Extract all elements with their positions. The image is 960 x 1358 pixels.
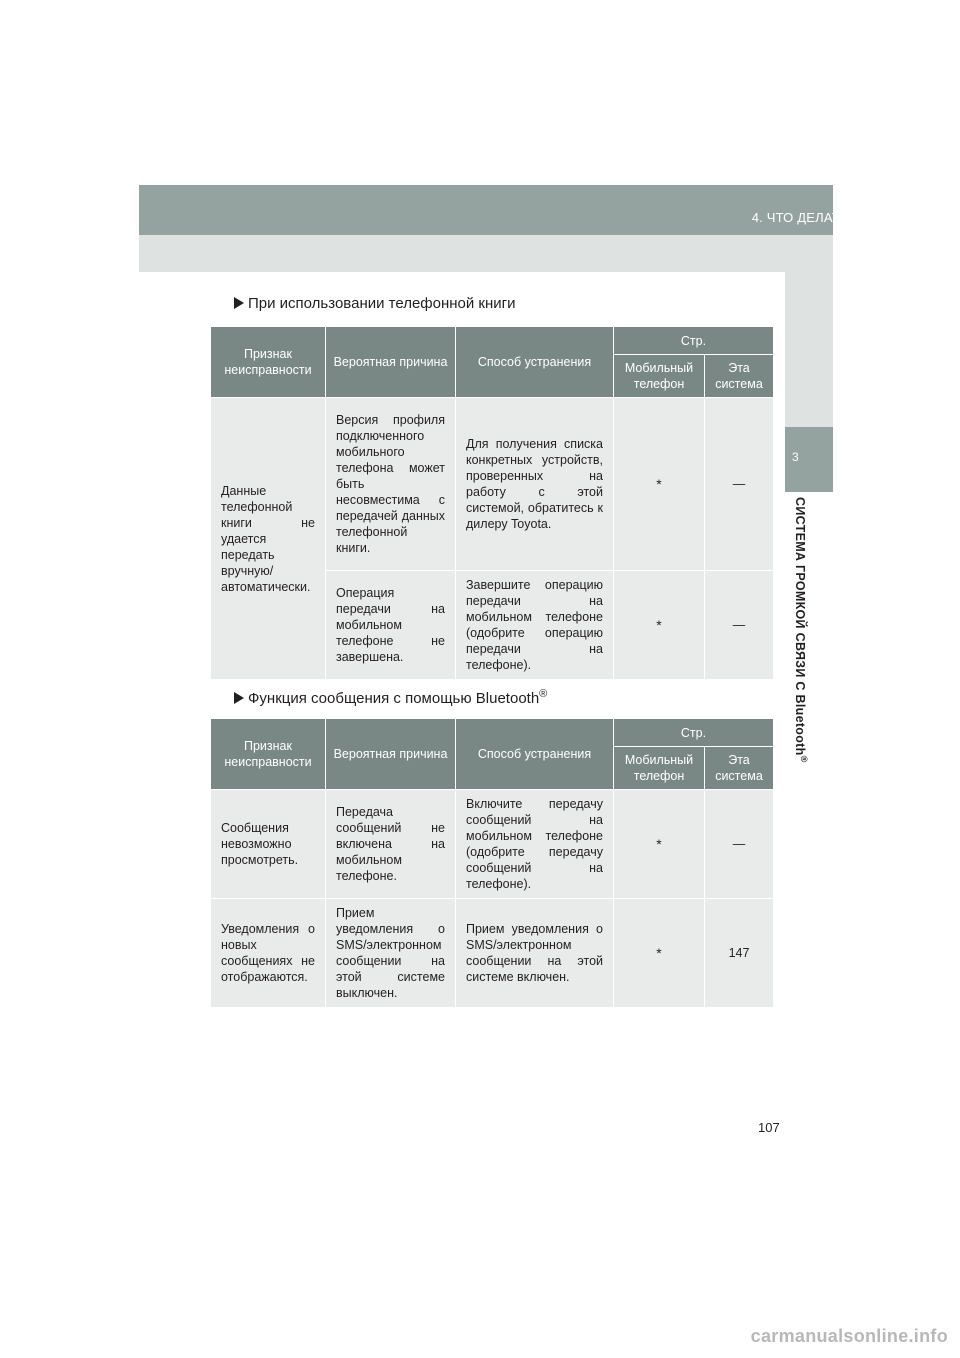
dash: —	[732, 477, 746, 491]
system-page-cell	[705, 899, 774, 1008]
mobile-page-cell	[614, 571, 705, 680]
header-bar	[139, 185, 833, 235]
header-this-system: Эта система	[705, 355, 774, 398]
system-page-cell	[705, 571, 774, 680]
header-solution: Способ устранения	[456, 719, 614, 790]
registered-mark: ®	[799, 755, 809, 763]
section-title: 4. ЧТО ДЕЛАТЬ, ЕСЛИ...	[751, 210, 904, 225]
header-page: Стр.	[614, 327, 774, 355]
cause-cell: Операция передачи на мобильном телефоне не завершена.	[326, 571, 456, 680]
page-ref: 147	[728, 946, 750, 960]
section-heading-text: Функция сообщения с помощью Bluetooth	[248, 690, 540, 707]
triangle-bullet-icon	[234, 297, 244, 309]
symptom-cell: Сообщения невозможно просмотреть.	[211, 790, 326, 899]
watermark: carmanualsonline.info	[750, 1326, 948, 1346]
side-strip	[785, 272, 833, 427]
solution-cell: Завершите операцию передачи на мобильном телефоне (одобрите операцию передачи на телефоне).	[456, 571, 614, 680]
header-mobile-phone: Мобильный телефон	[614, 355, 705, 398]
asterisk: *	[656, 944, 662, 961]
header-symptom: Признак неисправности	[211, 327, 326, 398]
page-number: 107	[758, 1120, 780, 1135]
table-row	[211, 398, 774, 571]
header-page: Стр.	[614, 719, 774, 747]
solution-cell: Для получения списка конкретных устройств, проверенных на работу с этой системой, обратитесь к дилеру Toyota.	[456, 398, 614, 571]
header-cause: Вероятная причина	[326, 327, 456, 398]
mobile-page-cell	[614, 790, 705, 899]
cause-cell: Версия профиля подключенного мобильного телефона может быть несовместима с передачей данных телефонной книги.	[326, 398, 456, 571]
dash: —	[732, 837, 746, 851]
solution-cell: Включите передачу сообщений на мобильном телефоне (одобрите передачу сообщений на телефоне).	[456, 790, 614, 899]
header-this-system: Эта система	[705, 747, 774, 790]
cause-cell: Передача сообщений не включена на мобильном телефоне.	[326, 790, 456, 899]
header-symptom: Признак неисправности	[211, 719, 326, 790]
asterisk: *	[656, 616, 662, 633]
chapter-number: 3	[792, 450, 799, 464]
mobile-page-cell	[614, 899, 705, 1008]
header-mobile-phone: Мобильный телефон	[614, 747, 705, 790]
solution-cell: Прием уведомления о SMS/электронном сообщении на этой системе включен.	[456, 899, 614, 1008]
cause-cell: Прием уведомления о SMS/электронном сообщении на этой системе выключен.	[326, 899, 456, 1008]
asterisk: *	[656, 475, 662, 492]
chapter-title-text: СИСТЕМА ГРОМКОЙ СВЯЗИ С Bluetooth	[792, 497, 807, 756]
table-row	[211, 790, 774, 899]
dash: —	[732, 618, 746, 632]
triangle-bullet-icon	[234, 692, 244, 704]
mobile-page-cell	[614, 398, 705, 571]
section-heading-text: При использовании телефонной книги	[248, 295, 516, 312]
chapter-title	[793, 497, 809, 763]
system-page-cell	[705, 790, 774, 899]
header-sub-bar	[139, 235, 833, 272]
asterisk: *	[656, 835, 662, 852]
symptom-cell: Данные телефонной книги не удается передать вручную/ автоматически.	[211, 398, 326, 680]
table-row	[211, 899, 774, 1008]
header-cause: Вероятная причина	[326, 719, 456, 790]
section-heading-phonebook	[234, 295, 516, 312]
chapter-tab	[785, 427, 833, 492]
symptom-cell: Уведомления о новых сообщениях не отображаются.	[211, 899, 326, 1008]
registered-mark: ®	[539, 688, 548, 700]
header-solution: Способ устранения	[456, 327, 614, 398]
section-heading-messaging	[234, 688, 547, 707]
messaging-table	[210, 718, 774, 1008]
system-page-cell	[705, 398, 774, 571]
phonebook-table	[210, 326, 774, 680]
